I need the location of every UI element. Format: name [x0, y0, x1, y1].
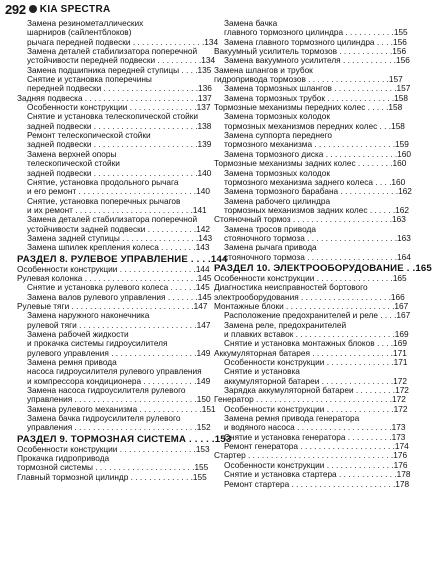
toc-entry-level2: передней подвески . . . . . . . . . . . . . . . . . . . . .136	[27, 83, 212, 94]
toc-entry-level1: Главный тормозной цилиндр . . . . . . . . . . . . . .155	[17, 471, 207, 482]
toc-entry-level2: Замена тормозного барабана . . . . . . . . . . . . .162	[224, 186, 412, 197]
toc-entry-level1: Замена шлангов и трубок	[214, 64, 313, 75]
toc-entry-level2: Замена деталей стабилизатора поперечной	[27, 214, 198, 225]
toc-entry-level2: главного тормозного цилиндра . . . . . . . . . . .155	[224, 27, 408, 38]
toc-entry-level2: Замена рулевого механизма . . . . . . . . . . . . . .151	[27, 403, 216, 414]
toc-entry-level2: стояночного тормоза . . . . . . . . . . . . . . . . . . . .164	[224, 251, 411, 262]
toc-entry-level2: Замена вакуумного усилителя . . . . . . . . . . . .156	[224, 55, 410, 66]
toc-entry-level2: рычага передней подвески . . . . . . . . . . . . . . . .134	[27, 36, 219, 47]
toc-entry-level2: рулевого управления . . . . . . . . . . . . . . . . . . .149	[27, 347, 211, 358]
toc-entry-level1: Генератор . . . . . . . . . . . . . . . . . . . . . . . . . . . . . .172	[214, 394, 406, 405]
toc-entry-level2: Замена деталей стабилизатора поперечной	[27, 46, 198, 57]
toc-entry-level2: тормозных механизмов передних колес . . .158	[224, 120, 405, 131]
toc-entry-level1: Особенности конструкции . . . . . . . . . . . . . . . . .144	[17, 263, 210, 274]
toc-entry-level2: Снятие и установка телескопической стойки	[27, 111, 199, 122]
toc-entry-level2: аккумуляторной батареи . . . . . . . . . . . . . . . .172	[224, 375, 407, 386]
toc-entry-level2: Замена тормозных колодок	[224, 167, 331, 178]
toc-entry-level2: устойчивости задней подвески . . . . . . . . . . .142	[27, 223, 210, 234]
toc-entry-level2: Замена бачка гидроусилителя рулевого	[27, 413, 181, 424]
toc-entry-level2: стояночного тормоза . . . . . . . . . . . . . . . . . . . .163	[224, 232, 411, 243]
toc-entry-level2: Замена тросов привода	[224, 223, 316, 234]
toc-entry-level2: Замена валов рулевого управления . . . . . . .145	[27, 291, 212, 302]
toc-entry-level2: Замена наружного наконечника	[27, 310, 150, 321]
toc-entry-level2: шарниров (сайлентблоков)	[27, 27, 132, 38]
toc-entry-level1: Задняя подвеска . . . . . . . . . . . . . . . . . . . . . . . . .137	[17, 92, 212, 103]
toc-entry-level1: Вакуумный усилитель тормозов . . . . . . . . . . . .156	[214, 46, 407, 57]
running-header	[5, 1, 111, 17]
toc-entry-level2: управления . . . . . . . . . . . . . . . . . . . . . . . . . . .152	[27, 422, 211, 433]
toc-entry-level2: Замена рычага привода	[224, 242, 317, 253]
toc-entry-level2: Снятие и установка поперечины	[27, 74, 152, 85]
toc-entry-level2: и водяного насоса . . . . . . . . . . . . . . . . . . . . .173	[224, 422, 406, 433]
toc-entry-level2: и компрессора кондиционера . . . . . . . . . . . .149	[27, 375, 211, 386]
toc-entry-level1: гидропривода тормозов . . . . . . . . . . . . . . . . . .157	[214, 74, 403, 85]
toc-entry-level2: тормозных механизмов задних колес . . . . . .162	[224, 204, 410, 215]
toc-entry-level2: Замена насоса гидроусилителя рулевого	[27, 385, 186, 396]
toc-entry-level2: и плавких вставок . . . . . . . . . . . . . . . . . . . . . .169	[224, 329, 409, 339]
toc-entry-level2: задней подвески . . . . . . . . . . . . . . . . . . . . . . .138	[27, 120, 212, 131]
toc-entry-level2: Замена ремня привода	[27, 357, 117, 368]
toc-entry-level2: управления . . . . . . . . . . . . . . . . . . . . . . . . . . .150	[27, 394, 211, 405]
toc-entry-level2: рулевой тяги . . . . . . . . . . . . . . . . . . . . . . . . . .147	[27, 319, 211, 330]
toc-entry-level2: Замена бачка	[224, 18, 278, 28]
toc-entry-level2: Замена шпилек крепления колеса . . . . . . . .143	[27, 242, 210, 253]
toc-entry-level2: Снятие, установка продольного рычага	[27, 176, 179, 187]
toc-entry-level2: Особенности конструкции . . . . . . . . . . . . . . .172	[224, 403, 408, 414]
toc-entry-level1: Тормозные механизмы задних колес . . . . . . . .160	[214, 158, 407, 169]
bullet-icon	[29, 5, 37, 13]
toc-entry-level1: Особенности конструкции . . . . . . . . . . . . . . . . .165	[214, 272, 407, 283]
toc-entry-level2: насоса гидроусилителя рулевого управления	[27, 366, 202, 377]
toc-entry-level2: Замена подшипника передней ступицы . . . .135	[27, 64, 212, 75]
section-heading: РАЗДЕЛ 9. ТОРМОЗНАЯ СИСТЕМА . . . . .153	[17, 433, 232, 445]
toc-entry-level2: и его ремонт . . . . . . . . . . . . . . . . . . . . . . . . . .140	[27, 186, 210, 197]
toc-entry-level2: Замена рабочего цилиндра	[224, 195, 331, 206]
toc-entry-level2: Замена резинометаллических	[27, 18, 144, 28]
toc-entry-level2: телескопической стойки	[27, 158, 120, 169]
toc-entry-level1: Рулевые тяги . . . . . . . . . . . . . . . . . . . . . . . . . . .147	[17, 300, 208, 311]
toc-entry-level2: задней подвески . . . . . . . . . . . . . . . . . . . . . . .139	[27, 139, 212, 150]
toc-entry-level1: Стартер . . . . . . . . . . . . . . . . . . . . . . . . . . . . . . . .176	[214, 450, 408, 461]
toc-entry-level1: Аккумуляторная батарея . . . . . . . . . . . . . . . . . .171	[214, 347, 407, 358]
toc-entry-level2: Замена тормозных колодок	[224, 111, 331, 122]
toc-entry-level1: Рулевая колонка . . . . . . . . . . . . . . . . . . . . . . . . .145	[17, 272, 212, 283]
toc-entry-level1: электрооборудования . . . . . . . . . . . . . . . . . . . .166	[214, 291, 405, 302]
toc-entry-level2: Особенности конструкции . . . . . . . . . . . . . . .176	[224, 459, 408, 470]
toc-entry-level2: Зарядка аккумуляторной батареи . . . . . . . . .172	[224, 385, 409, 396]
toc-entry-level2: Замена тормозных трубок . . . . . . . . . . . . . . .158	[224, 92, 408, 103]
section-heading: РАЗДЕЛ 10. ЭЛЕКТРООБОРУДОВАНИЕ . .165	[214, 262, 432, 274]
toc-entry-level2: Снятие, установка поперечных рычагов	[27, 195, 181, 206]
toc-entry-level2: Снятие и установка рулевого колеса . . . . . .145	[27, 282, 210, 293]
toc-entry-level2: Снятие и установка генератора . . . . . . . . . .173	[224, 431, 406, 442]
toc-entry-level1: Диагностика неисправностей бортового	[214, 282, 368, 293]
toc-column-right	[214, 18, 432, 489]
toc-entry-level2: Особенности конструкции . . . . . . . . . . . . . . .171	[224, 357, 408, 368]
toc-entry-level2: Замена ремня привода генератора	[224, 413, 360, 424]
toc-entry-level1: Стояночный тормоз . . . . . . . . . . . . . . . . . . . . . .163	[214, 214, 406, 225]
toc-entry-level2: задней подвески . . . . . . . . . . . . . . . . . . . . . . .140	[27, 167, 212, 178]
toc-entry-level2: Ремонт генератора . . . . . . . . . . . . . . . . . . . . .174	[224, 441, 409, 452]
toc-entry-level1: тормозной системы . . . . . . . . . . . . . . . . . . . . . .155	[17, 462, 209, 473]
toc-entry-level2: Снятие и установка монтажных блоков . . . .169	[224, 338, 407, 349]
book-title: KIA SPECTRA	[39, 3, 111, 15]
toc-entry-level2: Расположение предохранителей и реле . . . .167	[224, 310, 411, 321]
toc-entry-level2: Замена главного тормозного цилиндра . . . .156	[224, 36, 407, 47]
page-number: 292	[5, 1, 26, 17]
toc-entry-level2: Замена реле, предохранителей	[224, 319, 347, 330]
toc-entry-level2: и прокачка системы гидроусилителя	[27, 338, 168, 349]
toc-entry-level2: тормозного механизма . . . . . . . . . . . . . . . . . .159	[224, 139, 409, 150]
toc-entry-level2: и их ремонт . . . . . . . . . . . . . . . . . . . . . . . . . .141	[27, 204, 207, 215]
toc-entry-level1: Особенности конструкции . . . . . . . . . . . . . . . . .153	[17, 443, 210, 454]
toc-entry-level2: Особенности конструкции . . . . . . . . . . . . . . .137	[27, 102, 211, 113]
toc-entry-level2: Замена тормозного диска . . . . . . . . . . . . . . . .160	[224, 148, 412, 159]
toc-entry-level1: Монтажные блоки . . . . . . . . . . . . . . . . . . . . . . . .167	[214, 300, 409, 311]
toc-entry-level2: Ремонт стартера . . . . . . . . . . . . . . . . . . . . . . .178	[224, 478, 410, 489]
toc-entry-level2: Снятие и установка стартера . . . . . . . . . . . . .178	[224, 469, 411, 480]
toc-entry-level2: Замена верхней опоры	[27, 148, 117, 159]
toc-entry-level2: устойчивости передней подвески . . . . . . . . . .134	[27, 55, 216, 66]
toc-column-left	[17, 18, 232, 482]
toc-entry-level2: Замена задней ступицы . . . . . . . . . . . . . . . . .143	[27, 232, 213, 243]
toc-entry-level2: Снятие и установка	[224, 366, 300, 377]
toc-entry-level1: Прокачка гидропривода	[17, 453, 110, 464]
toc-entry-level2: Замена суппорта переднего	[224, 130, 333, 141]
toc-entry-level2: Ремонт телескопической стойки	[27, 130, 151, 141]
section-heading: РАЗДЕЛ 8. РУЛЕВОЕ УПРАВЛЕНИЕ . . . .144	[17, 253, 228, 265]
toc-entry-level1: Тормозные механизмы передних колес . . . . .158	[214, 102, 403, 113]
toc-entry-level2: тормозного механизма заднего колеса . . . .160	[224, 176, 406, 187]
toc-entry-level2: Замена тормозных шлангов . . . . . . . . . . . . . .157	[224, 83, 411, 94]
toc-entry-level2: Замена рабочей жидкости	[27, 329, 129, 339]
